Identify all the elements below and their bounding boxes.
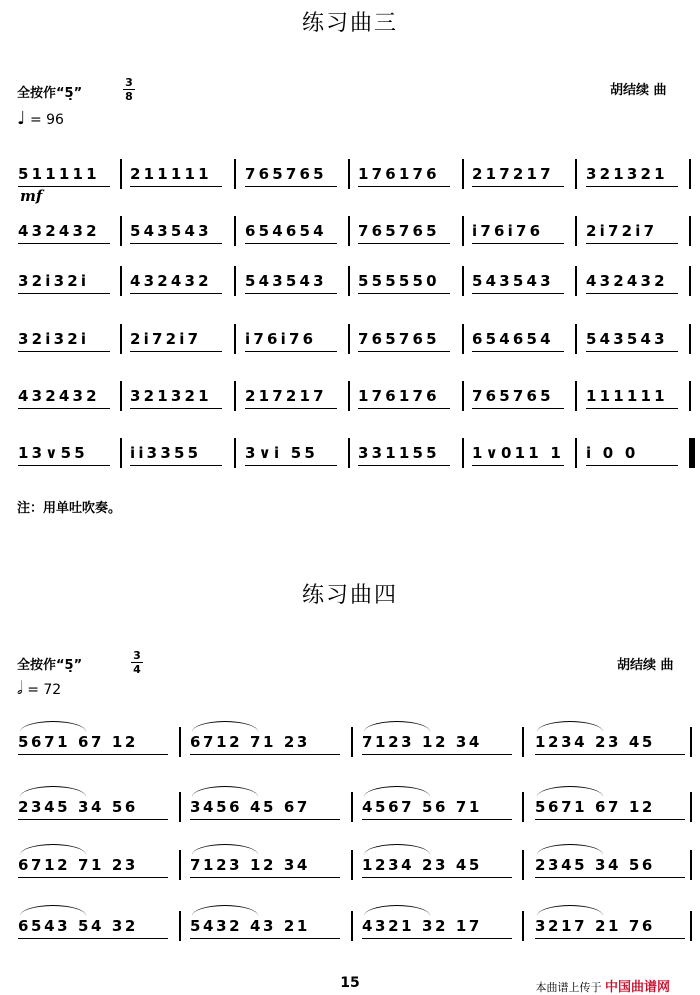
piece3-measure: 176176 [358,387,440,405]
barline [575,324,577,354]
barline [348,159,350,189]
piece3-measure: i76i76 [245,330,317,348]
piece3-row [0,272,700,312]
barline [690,727,692,757]
beam-underline [245,465,337,466]
piece4-time-signature [131,650,143,675]
barline [120,216,122,246]
slur-mark [364,721,430,732]
beam-underline [130,186,222,187]
beam-underline [535,938,685,939]
piece3-measure: 432432 [18,387,100,405]
beam-underline [18,754,168,755]
barline [351,727,353,757]
piece3-measure: 111111 [586,387,668,405]
beam-underline [358,351,450,352]
slur-mark [20,786,86,797]
barline [522,911,524,941]
beam-underline [472,293,564,294]
piece3-row [0,444,700,484]
piece3-measure: ii3355 [130,444,202,462]
barline [462,381,464,411]
piece3-measure: 432432 [18,222,100,240]
piece4-measure: 4567 56 71 [362,798,482,816]
piece3-measure: i76i76 [472,222,544,240]
slur-mark [537,905,603,916]
piece3-measure: 511111 [18,165,100,183]
piece4-row [0,733,700,773]
piece3-measure: 217217 [245,387,327,405]
beam-underline [130,351,222,352]
barline [522,792,524,822]
beam-underline [190,877,340,878]
slur-mark [192,844,258,855]
barline [689,324,691,354]
beam-underline [358,465,450,466]
piece3-row [0,165,700,205]
beam-underline [130,465,222,466]
beam-underline [472,465,564,466]
barline [462,324,464,354]
piece3-row [0,330,700,370]
piece3-measure: 321321 [130,387,212,405]
piece3-time-numerator: 3 [125,76,133,89]
barline [120,438,122,468]
beam-underline [362,754,512,755]
beam-underline [586,186,678,187]
piece3-measure: 211111 [130,165,212,183]
barline [575,438,577,468]
beam-underline [535,754,685,755]
slur-mark [20,721,86,732]
piece3-measure: i 0 0 [586,444,639,462]
piece4-measure: 5671 67 12 [535,798,655,816]
barline [522,727,524,757]
half-note-icon: 𝅗𝅥 [17,678,23,699]
beam-underline [362,938,512,939]
beam-underline [358,186,450,187]
piece3-measure: 321321 [586,165,668,183]
piece3-measure: 555550 [358,272,440,290]
barline [348,381,350,411]
piece4-measure: 3217 21 76 [535,917,655,935]
piece4-measure: 2345 34 56 [535,856,655,874]
barline [348,266,350,296]
piece3-row [0,387,700,427]
barline [234,438,236,468]
piece3-measure: 331155 [358,444,440,462]
piece3-measure: 217217 [472,165,554,183]
piece3-measure: 543543 [245,272,327,290]
beam-underline [358,408,450,409]
beam-underline [586,293,678,294]
barline [522,850,524,880]
barline [348,216,350,246]
piece3-measure: 2i72i7 [130,330,202,348]
beam-underline [190,819,340,820]
slur-mark [364,844,430,855]
barline [179,792,181,822]
barline [689,216,691,246]
barline [689,266,691,296]
barline [348,438,350,468]
piece3-row [0,222,700,262]
piece3-measure: 1∨011 1 [472,444,564,462]
piece3-measure: 432432 [130,272,212,290]
piece4-measure: 2345 34 56 [18,798,138,816]
piece4-measure: 6712 71 23 [18,856,138,874]
piece4-measure: 6543 54 32 [18,917,138,935]
piece3-measure: 765765 [358,222,440,240]
barline [351,850,353,880]
barline [351,911,353,941]
page-number: 15 [340,975,360,991]
barline [234,216,236,246]
piece4-time-denominator: 4 [133,663,141,676]
piece3-measure: 32i32i [18,272,90,290]
beam-underline [535,819,685,820]
beam-underline [245,408,337,409]
piece3-time-signature [123,77,135,102]
piece3-measure: 543543 [130,222,212,240]
piece4-measure: 1234 23 45 [535,733,655,751]
slur-mark [192,721,258,732]
beam-underline [586,243,678,244]
barline [234,324,236,354]
barline [120,159,122,189]
barline [462,159,464,189]
beam-underline [472,351,564,352]
beam-underline [535,877,685,878]
beam-underline [130,293,222,294]
piece3-measure: 654654 [472,330,554,348]
beam-underline [18,293,110,294]
beam-underline [130,243,222,244]
beam-underline [190,754,340,755]
beam-underline [362,819,512,820]
barline [234,381,236,411]
beam-underline [586,408,678,409]
barline [690,911,692,941]
beam-underline [586,465,678,466]
beam-underline [190,938,340,939]
slur-mark [537,844,603,855]
piece3-measure: 543543 [472,272,554,290]
piece3-tempo-value: = 96 [29,112,64,128]
piece4-tempo-value: = 72 [27,682,62,698]
piece3-measure: 765765 [472,387,554,405]
barline [348,324,350,354]
barline [575,266,577,296]
barline [234,266,236,296]
barline [234,159,236,189]
beam-underline [472,408,564,409]
piece4-measure: 5671 67 12 [18,733,138,751]
barline [575,216,577,246]
beam-underline [472,186,564,187]
piece4-fingering: 全按作“5̣” [17,658,83,673]
barline [575,159,577,189]
piece4-measure: 1234 23 45 [362,856,482,874]
slur-mark [364,786,430,797]
piece4-tempo [17,678,61,699]
barline [689,159,691,189]
piece3-measure: 3∨i 55 [245,444,319,462]
piece3-dynamic: mf [20,187,43,205]
piece3-tempo [17,108,64,129]
barline [690,792,692,822]
piece4-measure: 5432 43 21 [190,917,310,935]
piece3-fingering: 全按作“5̣” [17,86,83,101]
barline [351,792,353,822]
piece4-row [0,856,700,896]
piece4-measure: 4321 32 17 [362,917,482,935]
piece3-measure: 13∨55 [18,444,88,462]
piece4-measure: 7123 12 34 [362,733,482,751]
beam-underline [586,351,678,352]
credit-prefix: 本曲谱上传于 [535,981,602,994]
piece3-measure: 543543 [586,330,668,348]
barline [179,850,181,880]
barline [179,727,181,757]
barline [120,266,122,296]
beam-underline [18,243,110,244]
credit-site: 中国曲谱网 [604,980,670,995]
final-barline [691,438,695,468]
piece3-measure: 654654 [245,222,327,240]
piece4-composer: 胡结续 曲 [617,658,674,673]
beam-underline [245,243,337,244]
piece4-row [0,798,700,838]
beam-underline [472,243,564,244]
beam-underline [18,819,168,820]
slur-mark [192,786,258,797]
beam-underline [358,293,450,294]
piece3-measure: 2i72i7 [586,222,658,240]
beam-underline [245,293,337,294]
piece3-measure: 176176 [358,165,440,183]
beam-underline [18,877,168,878]
barline [689,381,691,411]
beam-underline [18,351,110,352]
piece3-measure: 32i32i [18,330,90,348]
beam-underline [18,465,110,466]
quarter-note-icon: ♩ [17,108,26,129]
beam-underline [130,408,222,409]
barline [120,324,122,354]
piece4-measure: 7123 12 34 [190,856,310,874]
piece3-time-denominator: 8 [125,90,133,103]
piece4-title: 练习曲四 [301,583,398,608]
piece4-time-numerator: 3 [133,649,141,662]
piece4-measure: 3456 45 67 [190,798,310,816]
slur-mark [20,905,86,916]
barline [462,266,464,296]
piece3-measure: 765765 [358,330,440,348]
slur-mark [192,905,258,916]
beam-underline [358,243,450,244]
slur-mark [537,786,603,797]
slur-mark [537,721,603,732]
piece4-row [0,917,700,957]
piece3-footnote: 注：用单吐吹奏。 [17,501,122,516]
barline [462,438,464,468]
barline [690,850,692,880]
beam-underline [362,877,512,878]
beam-underline [245,186,337,187]
barline [179,911,181,941]
upload-credit [535,976,670,995]
beam-underline [18,938,168,939]
beam-underline [245,351,337,352]
slur-mark [20,844,86,855]
piece3-composer: 胡结续 曲 [610,83,667,98]
beam-underline [18,408,110,409]
barline [575,381,577,411]
piece3-measure: 432432 [586,272,668,290]
barline [462,216,464,246]
piece3-measure: 765765 [245,165,327,183]
slur-mark [364,905,430,916]
barline [120,381,122,411]
piece4-measure: 6712 71 23 [190,733,310,751]
piece3-title: 练习曲三 [301,11,398,36]
